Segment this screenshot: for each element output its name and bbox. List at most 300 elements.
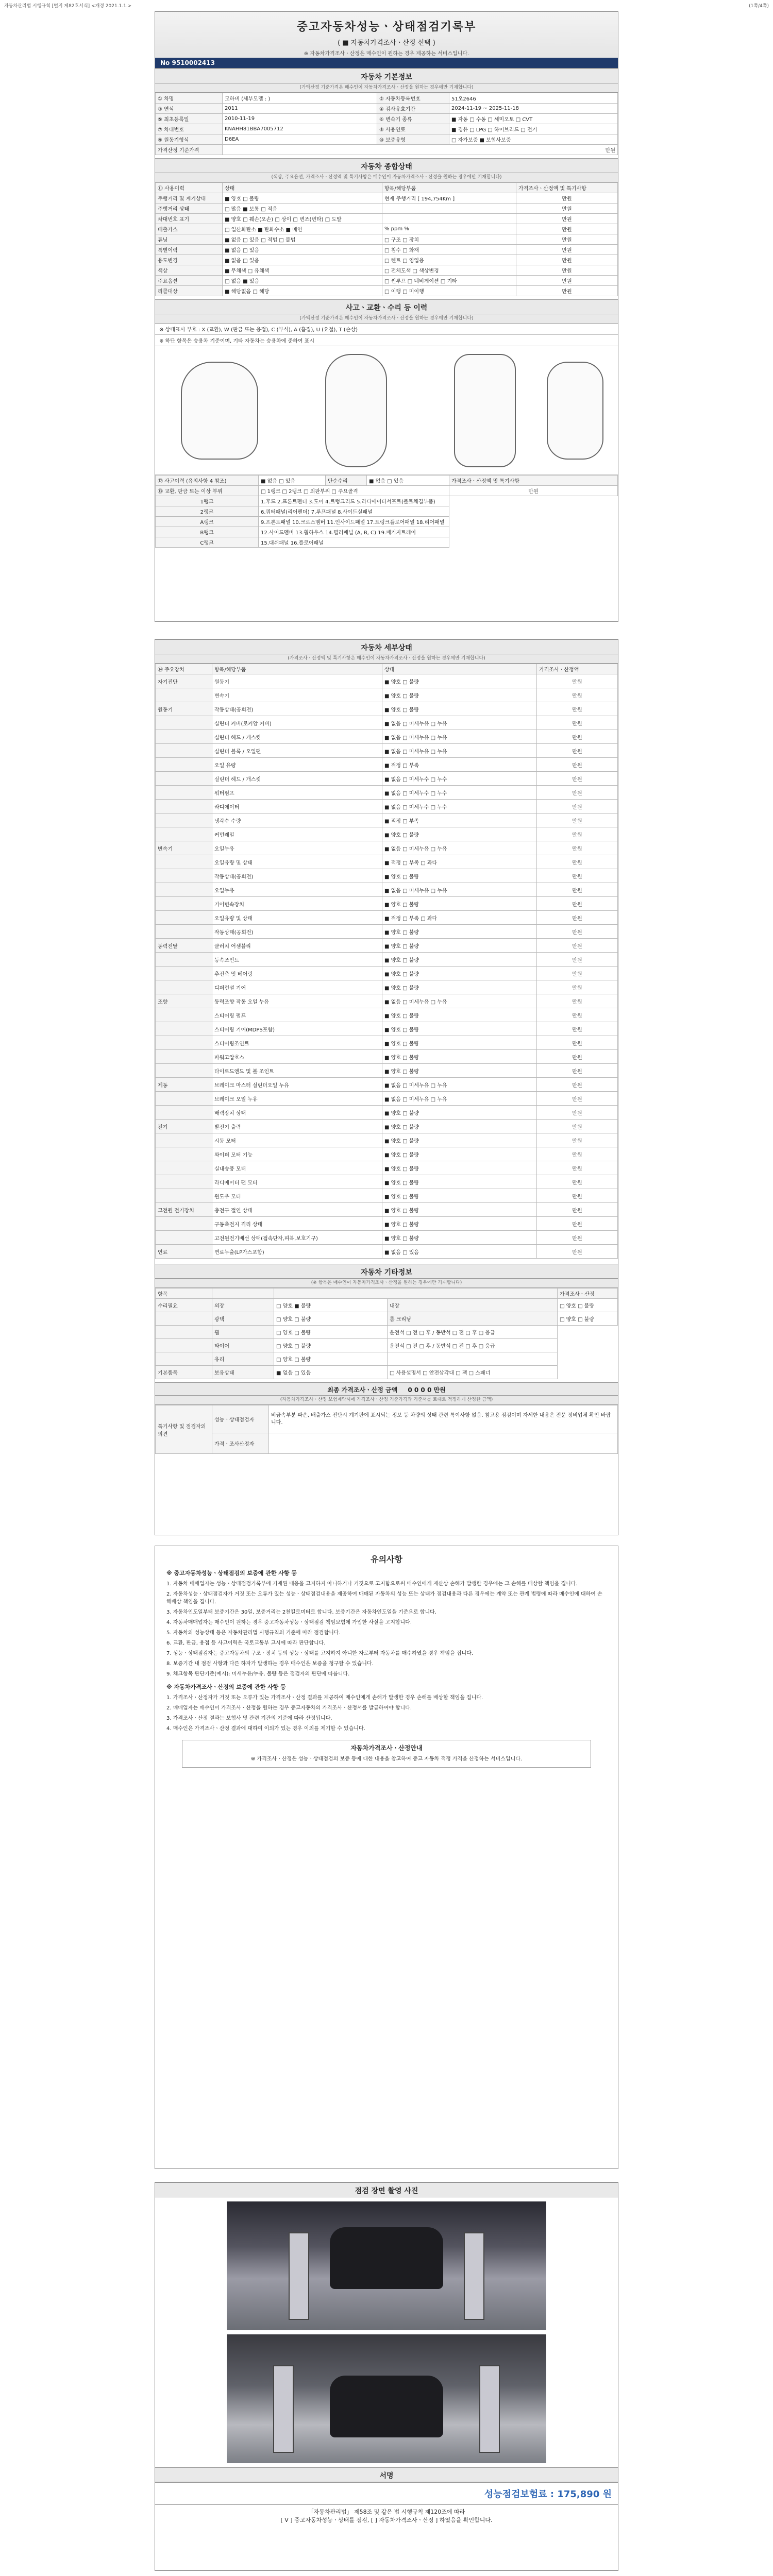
form-page-3 bbox=[155, 1546, 618, 2169]
detail-price: 만원 bbox=[537, 925, 618, 939]
detail-price: 만원 bbox=[537, 953, 618, 967]
detail-cell: 원동기 bbox=[212, 674, 382, 688]
detail-row bbox=[156, 1036, 618, 1050]
other-row bbox=[156, 1326, 618, 1339]
detail-cell: ■ 적정 □ 부족 □ 과다 bbox=[382, 855, 537, 869]
detail-cell bbox=[156, 953, 212, 967]
basic-info-row bbox=[156, 93, 618, 104]
detail-row bbox=[156, 1133, 618, 1147]
detail-cell: 제동 bbox=[156, 1078, 212, 1092]
detail-cell: 구동축전지 격리 상태 bbox=[212, 1217, 382, 1231]
detail-cell: ■ 없음 □ 있음 bbox=[382, 1245, 537, 1259]
detail-cell: 시동 모터 bbox=[212, 1133, 382, 1147]
overall-cell: 특별이력 bbox=[156, 245, 223, 255]
detail-cell: 작동상태(공회전) bbox=[212, 702, 382, 716]
basic-info-label: ⑧ 사용연료 bbox=[377, 124, 449, 134]
form-topline bbox=[4, 2, 769, 9]
detail-row bbox=[156, 1120, 618, 1133]
notice-item: 3. 가격조사ㆍ산정 결과는 보험사 및 관련 기관의 기준에 따라 산정됩니다. bbox=[166, 1716, 332, 1721]
overall-cell: ■ 양호 □ 불량 bbox=[223, 193, 382, 204]
detail-cell: 발전기 출력 bbox=[212, 1120, 382, 1133]
overall-cell: □ 전체도색 □ 색상변경 bbox=[382, 265, 516, 276]
appraisal-guide-box bbox=[182, 1740, 591, 1768]
detail-cell bbox=[156, 688, 212, 702]
basic-info-value: 2011 bbox=[223, 104, 377, 114]
detail-cell: 연료누출(LP가스포함) bbox=[212, 1245, 382, 1259]
detail-price: 만원 bbox=[537, 1133, 618, 1147]
notice-item: 4. 매수인은 가격조사ㆍ산정 결과에 대하여 이의가 있는 경우 이의를 제기할 수 있습니다. bbox=[166, 1726, 365, 1732]
detail-row bbox=[156, 1106, 618, 1120]
detail-cell: ■ 양호 □ 불량 bbox=[382, 967, 537, 980]
basic-info-label: ③ 연식 bbox=[156, 104, 223, 114]
form-regulation: 자동차관리법 시행규칙 [별지 제82호서식] <개정 2021.1.1.> bbox=[4, 4, 132, 9]
overall-cell: □ 렌트 □ 영업용 bbox=[382, 255, 516, 265]
basic-info-label: ① 차명 bbox=[156, 93, 223, 104]
other-cell: □ 양호 □ 불량 bbox=[558, 1299, 618, 1312]
detail-row bbox=[156, 800, 618, 814]
basic-info-label: ⑩ 보증유형 bbox=[377, 134, 449, 145]
detail-cell: ■ 없음 □ 미세누유 □ 누유 bbox=[382, 883, 537, 897]
basic-info-value: ■ 경유 □ LPG □ 하이브리드 □ 전기 bbox=[449, 124, 618, 134]
detail-row bbox=[156, 980, 618, 994]
overall-row bbox=[156, 234, 618, 245]
notice-item: 1. 가격조사ㆍ산정자가 거짓 또는 오류가 있는 가격조사ㆍ산정 결과를 제공하여 매수인에게 손해가 발생한 경우 손해를 배상할 책임을 집니다. bbox=[166, 1695, 483, 1701]
detail-cell bbox=[156, 1064, 212, 1078]
detail-row bbox=[156, 744, 618, 758]
detail-cell bbox=[156, 772, 212, 786]
overall-cell: 만원 bbox=[516, 286, 618, 296]
detail-cell: 브레이크 오일 누유 bbox=[212, 1092, 382, 1106]
detail-cell: 변속기 bbox=[156, 841, 212, 855]
detail-row bbox=[156, 841, 618, 855]
basic-info-value: 모하비 (세부모델 : ) bbox=[223, 93, 377, 104]
base-price-label: 가격산정 기준가격 bbox=[156, 145, 223, 155]
detail-cell: ■ 없음 □ 미세누수 □ 누수 bbox=[382, 800, 537, 814]
detail-price: 만원 bbox=[537, 939, 618, 953]
other-cell bbox=[156, 1339, 212, 1352]
detail-cell: ■ 적정 □ 부족 bbox=[382, 814, 537, 827]
detail-cell: 라디에이터 팬 모터 bbox=[212, 1175, 382, 1189]
detail-cell: ■ 적정 □ 부족 bbox=[382, 758, 537, 772]
form-page-4 bbox=[155, 2182, 618, 2571]
overall-cell: 주행거리 및 계기상태 bbox=[156, 193, 223, 204]
overall-title: 자동차 종합상태 bbox=[155, 158, 618, 173]
panel-group-row bbox=[156, 527, 618, 537]
other-cell: 운전석 □ 전 □ 후 / 동반석 □ 전 □ 후 □ 응급 bbox=[388, 1326, 558, 1339]
overall-row bbox=[156, 224, 618, 234]
detail-cell bbox=[156, 1231, 212, 1245]
detail-cell: ■ 양호 □ 불량 bbox=[382, 1231, 537, 1245]
detail-cell bbox=[156, 1092, 212, 1106]
other-header bbox=[212, 1289, 274, 1299]
form-note: ※ 자동차가격조사ㆍ산정은 매수인이 원하는 경우 제공하는 서비스입니다. bbox=[304, 51, 469, 57]
other-cell: 휠 bbox=[212, 1326, 274, 1339]
overall-cell: □ 구조 □ 장치 bbox=[382, 234, 516, 245]
detail-price: 만원 bbox=[537, 1106, 618, 1120]
notice-item: 8. 보증기간 내 점검 사항과 다른 하자가 발생하는 경우 매수인은 보증을 청구할 수 있습니다. bbox=[166, 1661, 374, 1667]
accident-price-value: 만원 bbox=[449, 486, 618, 496]
detail-cell: 브레이크 마스터 실린더오일 누유 bbox=[212, 1078, 382, 1092]
detail-cell: 기어변속장치 bbox=[212, 897, 382, 911]
panel-group-label: B랭크 bbox=[156, 527, 259, 537]
detail-price: 만원 bbox=[537, 814, 618, 827]
basic-info-label: ⑨ 원동기형식 bbox=[156, 134, 223, 145]
detail-cell: ■ 양호 □ 불량 bbox=[382, 688, 537, 702]
accident-desc: (가액산정 기준가격은 매수인이 자동차가격조사ㆍ산정을 원하는 경우에만 기재합니다) bbox=[155, 314, 618, 324]
other-cell: 외장 bbox=[212, 1299, 274, 1312]
detail-cell: 파워고압호스 bbox=[212, 1050, 382, 1064]
detail-cell: 자기진단 bbox=[156, 674, 212, 688]
detail-cell bbox=[156, 1189, 212, 1203]
detail-cell bbox=[156, 744, 212, 758]
detail-cell: ■ 양호 □ 불량 bbox=[382, 674, 537, 688]
detail-row bbox=[156, 786, 618, 800]
detail-cell: ■ 양호 □ 불량 bbox=[382, 869, 537, 883]
overall-cell: 주행거리 상태 bbox=[156, 204, 223, 214]
detail-cell: 전기 bbox=[156, 1120, 212, 1133]
signature-title: 서명 bbox=[155, 2467, 618, 2482]
detail-cell: ■ 양호 □ 불량 bbox=[382, 1161, 537, 1175]
other-cell: □ 양호 □ 불량 bbox=[558, 1312, 618, 1326]
detail-cell bbox=[156, 1022, 212, 1036]
appraisal-guide-text: ※ 가격조사ㆍ산정은 성능ㆍ상태점검의 보증 등에 대한 내용을 참고하여 중고 자동차 적정 가격을 산정하는 서비스입니다. bbox=[250, 1756, 523, 1762]
panel-group-label: 1랭크 bbox=[156, 496, 259, 506]
other-row bbox=[156, 1299, 618, 1312]
detail-cell: 실린더 커버(로커암 커버) bbox=[212, 716, 382, 730]
detail-price: 만원 bbox=[537, 1231, 618, 1245]
panel-group-parts: 1.후드 2.프론트펜더 3.도어 4.트렁크리드 5.라디에이터서포트(볼트체결부품) bbox=[259, 496, 449, 506]
detail-cell: ■ 없음 □ 미세누유 □ 누유 bbox=[382, 730, 537, 744]
detail-cell: ■ 양호 □ 불량 bbox=[382, 939, 537, 953]
other-cell: □ 양호 □ 불량 bbox=[274, 1339, 388, 1352]
detail-cell bbox=[156, 1106, 212, 1120]
detail-header: 상태 bbox=[382, 664, 537, 674]
overall-cell: 리콜대상 bbox=[156, 286, 223, 296]
detail-price: 만원 bbox=[537, 744, 618, 758]
other-cell: 수리필요 bbox=[156, 1299, 212, 1312]
basic-info-value: ■ 자동 □ 수동 □ 세미오토 □ CVT bbox=[449, 114, 618, 124]
notice-section bbox=[155, 1546, 618, 1782]
panel-group-row bbox=[156, 537, 618, 548]
overall-row bbox=[156, 276, 618, 286]
detail-price: 만원 bbox=[537, 1036, 618, 1050]
insurance-premium: 성능점검보험료 : 175,890 원 bbox=[484, 2489, 612, 2500]
other-header bbox=[274, 1289, 558, 1299]
other-cell bbox=[388, 1352, 558, 1366]
detail-cell: 작동상태(공회전) bbox=[212, 869, 382, 883]
detail-cell: 추진축 및 베어링 bbox=[212, 967, 382, 980]
detail-row bbox=[156, 1231, 618, 1245]
detail-cell bbox=[156, 1161, 212, 1175]
final-price-note: (자동차가격조사ㆍ산정 보험계약시에 가격조사ㆍ산정 기준가격과 기준서를 토대로 적정하게 산정한 금액) bbox=[155, 1396, 618, 1405]
panel-group-label: 2랭크 bbox=[156, 506, 259, 517]
other-cell: □ 양호 □ 불량 bbox=[274, 1326, 388, 1339]
detail-price: 만원 bbox=[537, 1245, 618, 1259]
detail-cell bbox=[156, 1147, 212, 1161]
detail-price: 만원 bbox=[537, 702, 618, 716]
detail-cell bbox=[156, 730, 212, 744]
detail-cell: 스티어링조인트 bbox=[212, 1036, 382, 1050]
detail-cell bbox=[156, 980, 212, 994]
detail-cell bbox=[156, 883, 212, 897]
detail-row bbox=[156, 716, 618, 730]
detail-row bbox=[156, 1092, 618, 1106]
other-row bbox=[156, 1312, 618, 1326]
detail-price: 만원 bbox=[537, 730, 618, 744]
detail-cell: ■ 양호 □ 불량 bbox=[382, 1064, 537, 1078]
overall-cell: ■ 없음 □ 있음 □ 적법 □ 불법 bbox=[223, 234, 382, 245]
other-cell: 타이어 bbox=[212, 1339, 274, 1352]
detail-price: 만원 bbox=[537, 1092, 618, 1106]
detail-price: 만원 bbox=[537, 1050, 618, 1064]
accident-table bbox=[155, 475, 618, 548]
detail-cell: ■ 양호 □ 불량 bbox=[382, 925, 537, 939]
overall-cell: □ 일산화탄소 ■ 탄화수소 ■ 매연 bbox=[223, 224, 382, 234]
detail-cell bbox=[156, 869, 212, 883]
accident-price-label: 가격조사ㆍ산정액 및 특기사항 bbox=[449, 476, 618, 486]
detail-cell: ■ 양호 □ 불량 bbox=[382, 953, 537, 967]
other-row bbox=[156, 1352, 618, 1366]
detail-cell: ■ 양호 □ 불량 bbox=[382, 897, 537, 911]
detail-cell: 작동상태(공회전) bbox=[212, 925, 382, 939]
overall-row bbox=[156, 214, 618, 224]
overall-cell bbox=[382, 214, 516, 224]
detail-row bbox=[156, 869, 618, 883]
form-page-1 bbox=[155, 11, 618, 622]
overall-row bbox=[156, 265, 618, 276]
detail-cell bbox=[156, 786, 212, 800]
detail-price: 만원 bbox=[537, 967, 618, 980]
detail-cell: ■ 양호 □ 불량 bbox=[382, 1036, 537, 1050]
detail-row bbox=[156, 1175, 618, 1189]
overall-row bbox=[156, 286, 618, 296]
detail-cell: ■ 양호 □ 불량 bbox=[382, 1106, 537, 1120]
detail-price: 만원 bbox=[537, 1078, 618, 1092]
detail-cell bbox=[156, 814, 212, 827]
detail-cell bbox=[156, 1050, 212, 1064]
notice-item: 7. 성능ㆍ상태점검자는 중고자동차의 구조ㆍ장치 등의 성능ㆍ상태를 고지하지 아니한 자로부터 자동차를 매수하였을 경우 책임을 집니다. bbox=[166, 1651, 474, 1656]
car-side-view-left bbox=[181, 362, 258, 460]
appraiser-opinion bbox=[269, 1433, 618, 1454]
appraiser-label: 가격ㆍ조사산정자 bbox=[212, 1433, 269, 1454]
base-price-value: 만원 bbox=[223, 145, 618, 155]
basic-info-desc: (가액산정 기준가격은 매수인이 자동차가격조사ㆍ산정을 원하는 경우에만 기재합니다) bbox=[155, 83, 618, 93]
detail-cell: 오일 유량 bbox=[212, 758, 382, 772]
detail-price: 만원 bbox=[537, 994, 618, 1008]
basic-info-label: ④ 검사유효기간 bbox=[377, 104, 449, 114]
detail-price: 만원 bbox=[537, 674, 618, 688]
detail-price: 만원 bbox=[537, 688, 618, 702]
basic-info-value: □ 자가보증 ■ 보험사보증 bbox=[449, 134, 618, 145]
car-frame-view bbox=[454, 354, 516, 467]
panel-legend: □ 1랭크 □ 2랭크 □ 외판부위 □ 주요골격 bbox=[259, 486, 449, 496]
detail-row bbox=[156, 994, 618, 1008]
detail-price: 만원 bbox=[537, 1008, 618, 1022]
detail-price: 만원 bbox=[537, 855, 618, 869]
final-price-label: 최종 가격조사ㆍ산정 금액 bbox=[327, 1386, 398, 1394]
overall-cell: 주요옵션 bbox=[156, 276, 223, 286]
detail-cell: ■ 양호 □ 불량 bbox=[382, 702, 537, 716]
detail-cell: ■ 적정 □ 부족 □ 과다 bbox=[382, 911, 537, 925]
detail-cell: 변속기 bbox=[212, 688, 382, 702]
detail-price: 만원 bbox=[537, 1161, 618, 1175]
detail-row bbox=[156, 814, 618, 827]
overall-cell: 튜닝 bbox=[156, 234, 223, 245]
detail-cell: 동력전달 bbox=[156, 939, 212, 953]
detail-cell bbox=[156, 758, 212, 772]
overall-cell: 용도변경 bbox=[156, 255, 223, 265]
overall-row bbox=[156, 193, 618, 204]
detail-price: 만원 bbox=[537, 1189, 618, 1203]
overall-cell: 현재 주행거리 [ 194,754Km ] bbox=[382, 193, 516, 204]
detail-cell: 스티어링 기어(MDPS포함) bbox=[212, 1022, 382, 1036]
basic-info-row bbox=[156, 134, 618, 145]
confirmation-note bbox=[155, 2504, 618, 2528]
overall-cell: 만원 bbox=[516, 204, 618, 214]
accident-legend: ※ 상태표시 부호 : X (교환), W (판금 또는 용접), C (부식), A (흠집), U (요철), T (손상) bbox=[155, 324, 618, 335]
overall-cell: 차대번호 표기 bbox=[156, 214, 223, 224]
detail-cell: 오일누유 bbox=[212, 841, 382, 855]
inspection-photo-2 bbox=[227, 2334, 546, 2463]
photos-title: 점검 장면 촬영 사진 bbox=[155, 2182, 618, 2197]
overall-cell bbox=[382, 204, 516, 214]
simple-repair-value: ■ 없음 □ 있음 bbox=[367, 476, 449, 486]
other-cell bbox=[156, 1326, 212, 1339]
detail-price: 만원 bbox=[537, 772, 618, 786]
overall-cell: 만원 bbox=[516, 193, 618, 204]
other-table bbox=[155, 1288, 618, 1379]
detail-cell bbox=[156, 827, 212, 841]
detail-price: 만원 bbox=[537, 883, 618, 897]
form-header bbox=[155, 12, 618, 69]
panel-group-parts: 15.대쉬패널 16.플로어패널 bbox=[259, 537, 449, 548]
overall-cell: ■ 무채색 □ 유채색 bbox=[223, 265, 382, 276]
panel-group-parts: 6.쿼터패널(리어펜더) 7.루프패널 8.사이드실패널 bbox=[259, 506, 449, 517]
notice-heading-1: ※ 중고자동차성능ㆍ상태점검의 보증에 관한 사항 등 bbox=[166, 1570, 297, 1577]
basic-info-value: 51오2646 bbox=[449, 93, 618, 104]
other-cell: 운전석 □ 전 □ 후 / 동반석 □ 전 □ 후 □ 응급 bbox=[388, 1339, 558, 1352]
detail-row bbox=[156, 702, 618, 716]
detail-cell: ■ 양호 □ 불량 bbox=[382, 1022, 537, 1036]
detail-cell: 원동기 bbox=[156, 702, 212, 716]
detail-price: 만원 bbox=[537, 786, 618, 800]
other-row bbox=[156, 1339, 618, 1352]
detail-row bbox=[156, 674, 618, 688]
detail-row bbox=[156, 897, 618, 911]
detail-cell: ■ 없음 □ 미세누수 □ 누수 bbox=[382, 786, 537, 800]
detail-cell: ■ 없음 □ 미세누유 □ 누유 bbox=[382, 1092, 537, 1106]
basic-info-row bbox=[156, 124, 618, 134]
detail-cell: 디퍼런셜 기어 bbox=[212, 980, 382, 994]
detail-price: 만원 bbox=[537, 716, 618, 730]
overall-desc: (색상, 주요옵션, 가격조사ㆍ산정액 및 특기사항은 매수인이 자동차가격조사ㆍ산정을 원하는 경우에만 기재합니다) bbox=[155, 173, 618, 182]
overall-cell: ■ 양호 □ 훼손(오손) □ 상이 □ 변조(변타) □ 도말 bbox=[223, 214, 382, 224]
detail-cell bbox=[156, 1133, 212, 1147]
detail-cell: 실린더 헤드 / 개스킷 bbox=[212, 730, 382, 744]
accident-history-value: ■ 없음 □ 있음 bbox=[259, 476, 326, 486]
notice-title: 유의사항 bbox=[371, 1554, 402, 1564]
final-price-value: 0 0 0 0 만원 bbox=[408, 1386, 446, 1394]
basic-info-label: ⑤ 최초등록일 bbox=[156, 114, 223, 124]
detail-cell bbox=[156, 855, 212, 869]
detail-price: 만원 bbox=[537, 800, 618, 814]
detail-row bbox=[156, 827, 618, 841]
overall-header: 항목/해당부품 bbox=[382, 183, 516, 193]
overall-cell: 만원 bbox=[516, 224, 618, 234]
detail-price: 만원 bbox=[537, 1217, 618, 1231]
detail-cell: ■ 양호 □ 불량 bbox=[382, 1147, 537, 1161]
detail-cell bbox=[156, 800, 212, 814]
detail-row bbox=[156, 953, 618, 967]
basic-info-row bbox=[156, 114, 618, 124]
other-cell: □ 양호 □ 불량 bbox=[274, 1352, 388, 1366]
notice-items-2 bbox=[166, 1694, 607, 1733]
overall-header: 가격조사ㆍ산정액 및 특기사항 bbox=[516, 183, 618, 193]
basic-info-label: ⑥ 변속기 종류 bbox=[377, 114, 449, 124]
detail-cell: 클러치 어셈블리 bbox=[212, 939, 382, 953]
detail-price: 만원 bbox=[537, 1022, 618, 1036]
notice-item: 4. 자동차매매업자는 매수인이 원하는 경우 중고자동차성능ㆍ상태점검 책임보험에 가입한 사실을 고지합니다. bbox=[166, 1620, 412, 1625]
other-cell: 보유상태 bbox=[212, 1366, 274, 1379]
confirmation-line-2: [ V ] 중고자동차성능ㆍ상태를 점검, [ ] 자동차가격조사ㆍ산정 ] 하였음을 확인합니다. bbox=[280, 2517, 493, 2523]
other-cell: □ 양호 ■ 불량 bbox=[274, 1299, 388, 1312]
detail-row bbox=[156, 1078, 618, 1092]
detail-cell: ■ 양호 □ 불량 bbox=[382, 1217, 537, 1231]
detail-price: 만원 bbox=[537, 1203, 618, 1217]
simple-repair-label: 단순수리 bbox=[326, 476, 367, 486]
panel-group-parts: 9.프론트패널 10.크로스멤버 11.인사이드패널 17.트렁크플로어패널 18.리어패널 bbox=[259, 517, 449, 527]
appraisal-guide-title: 자동차가격조사ㆍ산정안내 bbox=[350, 1744, 423, 1752]
detail-row bbox=[156, 1147, 618, 1161]
detail-cell: 실내송풍 모터 bbox=[212, 1161, 382, 1175]
detail-cell: 조향 bbox=[156, 994, 212, 1008]
overall-row bbox=[156, 204, 618, 214]
other-cell bbox=[156, 1352, 212, 1366]
notice-heading-2: ※ 자동차가격조사ㆍ산정의 보증에 관한 사항 등 bbox=[166, 1684, 286, 1690]
other-cell: 유리 bbox=[212, 1352, 274, 1366]
detail-cell: 워터펌프 bbox=[212, 786, 382, 800]
detail-cell: 동력조향 작동 오일 누유 bbox=[212, 994, 382, 1008]
detail-cell: ■ 양호 □ 불량 bbox=[382, 980, 537, 994]
panel-group-row bbox=[156, 517, 618, 527]
detail-cell: 배력장치 상태 bbox=[212, 1106, 382, 1120]
detail-cell: 와이퍼 모터 기능 bbox=[212, 1147, 382, 1161]
detail-row bbox=[156, 1008, 618, 1022]
overall-cell: 색상 bbox=[156, 265, 223, 276]
other-desc: (※ 항목은 매수인이 자동차가격조사ㆍ산정을 원하는 경우에만 기재합니다) bbox=[155, 1279, 618, 1288]
detail-cell bbox=[156, 716, 212, 730]
overall-header: 상태 bbox=[223, 183, 382, 193]
detail-cell bbox=[156, 897, 212, 911]
detail-row bbox=[156, 939, 618, 953]
overall-header: ⑪ 사용이력 bbox=[156, 183, 223, 193]
accident-history-label: ⑫ 사고이력 (유의사항 4 참조) bbox=[156, 476, 259, 486]
form-page-2 bbox=[155, 639, 618, 1535]
overall-cell: 만원 bbox=[516, 255, 618, 265]
detail-cell bbox=[156, 1175, 212, 1189]
notice-items bbox=[166, 1580, 607, 1678]
detail-cell bbox=[156, 967, 212, 980]
signature-row bbox=[155, 2482, 618, 2504]
notice-item: 3. 자동차인도일부터 보증기간은 30일, 보증거리는 2천킬로미터로 합니다. 보증기간은 자동차인도일을 기준으로 합니다. bbox=[166, 1609, 436, 1615]
detail-row bbox=[156, 1245, 618, 1259]
detail-cell bbox=[156, 925, 212, 939]
basic-info-table bbox=[155, 93, 618, 155]
detail-cell: 윈도우 모터 bbox=[212, 1189, 382, 1203]
detail-header: 가격조사ㆍ산정액 bbox=[537, 664, 618, 674]
detail-cell: ■ 없음 □ 미세누수 □ 누수 bbox=[382, 772, 537, 786]
overall-cell: 만원 bbox=[516, 245, 618, 255]
